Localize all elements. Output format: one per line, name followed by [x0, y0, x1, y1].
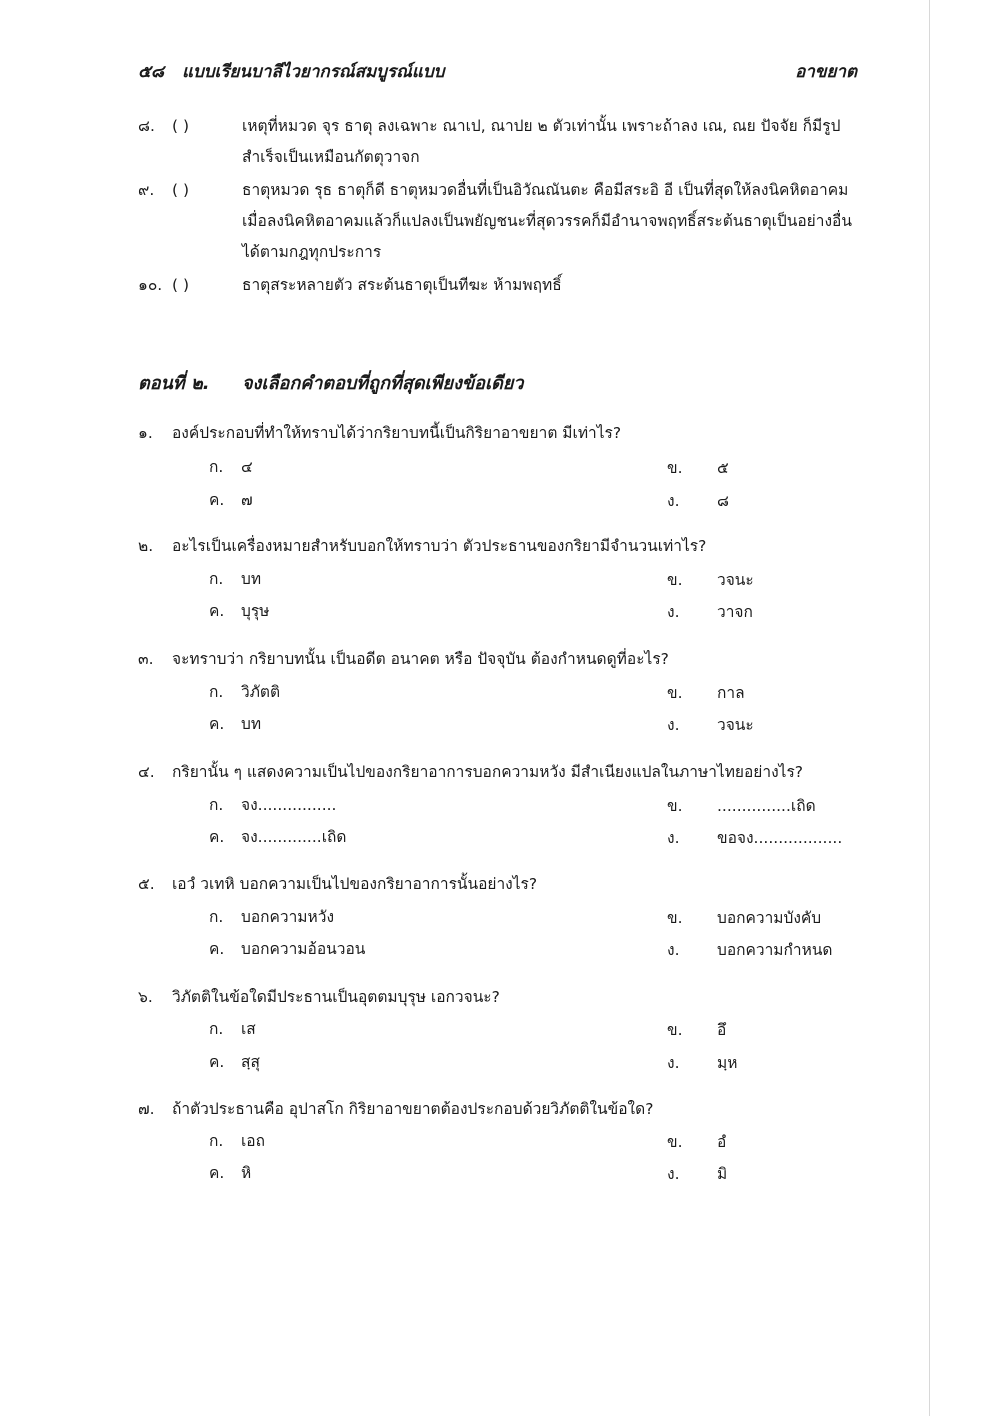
question-text: อะไรเป็นเครื่องหมายสำหรับบอกให้ทราบว่า ตัวประธานของกริยามีจำนวนเท่าไร? — [172, 537, 707, 555]
option-text: บอกความกำหนด — [717, 941, 833, 959]
option-label: ก. — [209, 796, 224, 814]
option-text: วาจก — [717, 603, 753, 621]
option — [667, 455, 729, 480]
running-header — [138, 58, 444, 85]
option-text: บอกความบังคับ — [717, 909, 822, 927]
option-label: ง. — [667, 603, 680, 621]
option-label: ง. — [667, 829, 680, 847]
option — [667, 1050, 737, 1075]
option-label: ค. — [209, 715, 225, 733]
option-text: จง................ — [241, 796, 337, 814]
section-label: ตอนที่ ๒. — [138, 373, 210, 394]
option-label: ก. — [209, 1020, 224, 1038]
question-text: ถ้าตัวประธานคือ อุปาสโก กิริยาอาขยาตต้องประกอบด้วยวิภัตติในข้อใด? — [172, 1100, 654, 1118]
option — [667, 680, 745, 705]
question-text: จะทราบว่า กริยาบทนั้น เป็นอดีต อนาคต หรือ ปัจจุบัน ต้องกำหนดดูที่อะไร? — [172, 650, 669, 668]
option-text: บอกความอ้อนวอน — [241, 940, 366, 958]
option-text: เอถ — [241, 1132, 265, 1150]
tf-statement: ธาตุหมวด รุธ ธาตุก็ดี ธาตุหมวดอื่นที่เป็นอิวัณณันตะ คือมีสระอิ อี เป็นที่สุดให้ลงนิคหิตอาคม เมื่อลงนิคหิตอาคมแล้วก็แปลงเป็นพยัญชนะที่สุดวรรคก็มีอำนาจพฤทธิ์สระต้นธาตุเป็นอย่างอื่นได้ตามกฎทุกประการ — [242, 181, 852, 261]
question-number: ๒. — [138, 537, 154, 555]
option-label: ข. — [667, 797, 683, 815]
question-number: ๗. — [138, 1100, 155, 1118]
option-text: วจนะ — [717, 571, 754, 589]
question-number: ๕. — [138, 875, 155, 893]
option — [209, 904, 334, 929]
option-label: ง. — [667, 1054, 680, 1072]
question — [138, 1096, 653, 1121]
option — [209, 792, 336, 817]
option-label: ค. — [209, 1164, 225, 1182]
option — [209, 1128, 265, 1153]
tf-statement: เหตุที่หมวด จุร ธาตุ ลงเฉพาะ ณาเป, ณาปย ๒ ตัวเท่านั้น เพราะถ้าลง เณ, ณย ปัจจัย ก็มีรูปสำเร็จเป็นเหมือนกัตตุวาจก — [242, 117, 841, 166]
option-text: ๘ — [717, 492, 729, 510]
question-text: วิภัตติในข้อใดมีประธานเป็นอุตตมบุรุษ เอกวจนะ? — [172, 988, 500, 1006]
scan-edge-line — [929, 0, 930, 1416]
book-title: แบบเรียนบาลีไวยากรณ์สมบูรณ์แบบ — [181, 62, 445, 82]
option-text: บท — [241, 570, 262, 588]
option-text: วจนะ — [717, 716, 754, 734]
option — [667, 567, 754, 592]
option-text: ๗ — [241, 491, 253, 509]
option-text: สฺสุ — [241, 1053, 260, 1071]
option-label: ค. — [209, 828, 225, 846]
question — [138, 420, 621, 445]
question-text: กริยานั้น ๆ แสดงความเป็นไปของกริยาอาการบอกความหวัง มีสำเนียงแปลในภาษาไทยอย่างไร? — [172, 763, 804, 781]
option — [667, 1161, 727, 1186]
option — [667, 793, 816, 818]
option-label: ค. — [209, 1053, 225, 1071]
option-text: บท — [241, 715, 262, 733]
option-text: ๔ — [241, 458, 253, 476]
option-label: ข. — [667, 684, 683, 702]
option — [209, 487, 253, 512]
question-text: องค์ประกอบที่ทำให้ทราบได้ว่ากริยาบทนี้เป็นกิริยาอาขยาต มีเท่าไร? — [172, 424, 622, 442]
tf-item — [138, 270, 868, 301]
option-text: เส — [241, 1020, 256, 1038]
option — [667, 599, 753, 624]
section-instruction: จงเลือกคำตอบที่ถูกที่สุดเพียงข้อเดียว — [242, 373, 524, 394]
option-text: อํ — [717, 1133, 727, 1151]
option-text: มฺห — [717, 1054, 738, 1072]
tf-statement: ธาตุสระหลายตัว สระต้นธาตุเป็นทีฆะ ห้ามพฤทธิ์ — [242, 276, 562, 294]
question — [138, 871, 537, 896]
option-label: ข. — [667, 1021, 683, 1039]
option-text: ...............เถิด — [717, 797, 816, 815]
option-text: มิ — [717, 1165, 728, 1183]
option — [209, 1016, 256, 1041]
option — [667, 1017, 726, 1042]
option-label: ง. — [667, 716, 680, 734]
option-text: ขอจง.................. — [717, 829, 843, 847]
option — [209, 711, 261, 736]
question-number: ๖. — [138, 988, 153, 1006]
option-text: หิ — [241, 1164, 252, 1182]
option-label: ง. — [667, 1165, 680, 1183]
option — [209, 1049, 260, 1074]
option-label: ข. — [667, 459, 683, 477]
option — [209, 454, 253, 479]
tf-item — [138, 111, 868, 173]
option — [209, 936, 365, 961]
option — [667, 905, 821, 930]
tf-item — [138, 175, 868, 268]
option — [209, 566, 261, 591]
tf-number: ๘. — [138, 117, 155, 135]
option-text: บอกความหวัง — [241, 908, 335, 926]
question-number: ๓. — [138, 650, 154, 668]
section-heading — [138, 368, 523, 397]
tf-number: ๑๐. — [138, 276, 163, 294]
option-text: จง.............เถิด — [241, 828, 347, 846]
question — [138, 646, 669, 671]
option — [667, 488, 729, 513]
question — [138, 533, 706, 558]
option-text: กาล — [717, 684, 745, 702]
answer-blank: ( ) — [172, 181, 190, 199]
option-label: ก. — [209, 908, 224, 926]
option-text: บุรุษ — [241, 602, 270, 620]
question-number: ๔. — [138, 763, 155, 781]
tf-number: ๙. — [138, 181, 155, 199]
answer-blank: ( ) — [172, 117, 190, 135]
option — [209, 598, 269, 623]
question-number: ๑. — [138, 424, 153, 442]
question — [138, 984, 500, 1009]
option — [667, 937, 833, 962]
page-number: ๕๘ — [138, 62, 164, 82]
option-text: วิภัตติ — [241, 683, 281, 701]
question — [138, 759, 803, 784]
option — [667, 712, 754, 737]
option — [667, 825, 842, 850]
option — [209, 824, 346, 849]
option-label: ก. — [209, 1132, 224, 1150]
option-label: ค. — [209, 491, 225, 509]
option-label: ก. — [209, 458, 224, 476]
option-text: อึ — [717, 1021, 727, 1039]
option-label: ค. — [209, 940, 225, 958]
option-label: ข. — [667, 1133, 683, 1151]
question-text: เอวํ วเทหิ บอกความเป็นไปของกริยาอาการนั้นอย่างไร? — [172, 875, 538, 893]
option — [209, 1160, 251, 1185]
option-label: ง. — [667, 941, 680, 959]
answer-blank: ( ) — [172, 276, 190, 294]
option-text: ๕ — [717, 459, 729, 477]
option-label: ข. — [667, 571, 683, 589]
option-label: ก. — [209, 570, 224, 588]
option-label: ก. — [209, 683, 224, 701]
option-label: ข. — [667, 909, 683, 927]
option-label: ค. — [209, 602, 225, 620]
option-label: ง. — [667, 492, 680, 510]
option — [209, 679, 280, 704]
chapter-title: อาขยาต — [795, 62, 857, 82]
option — [667, 1129, 726, 1154]
